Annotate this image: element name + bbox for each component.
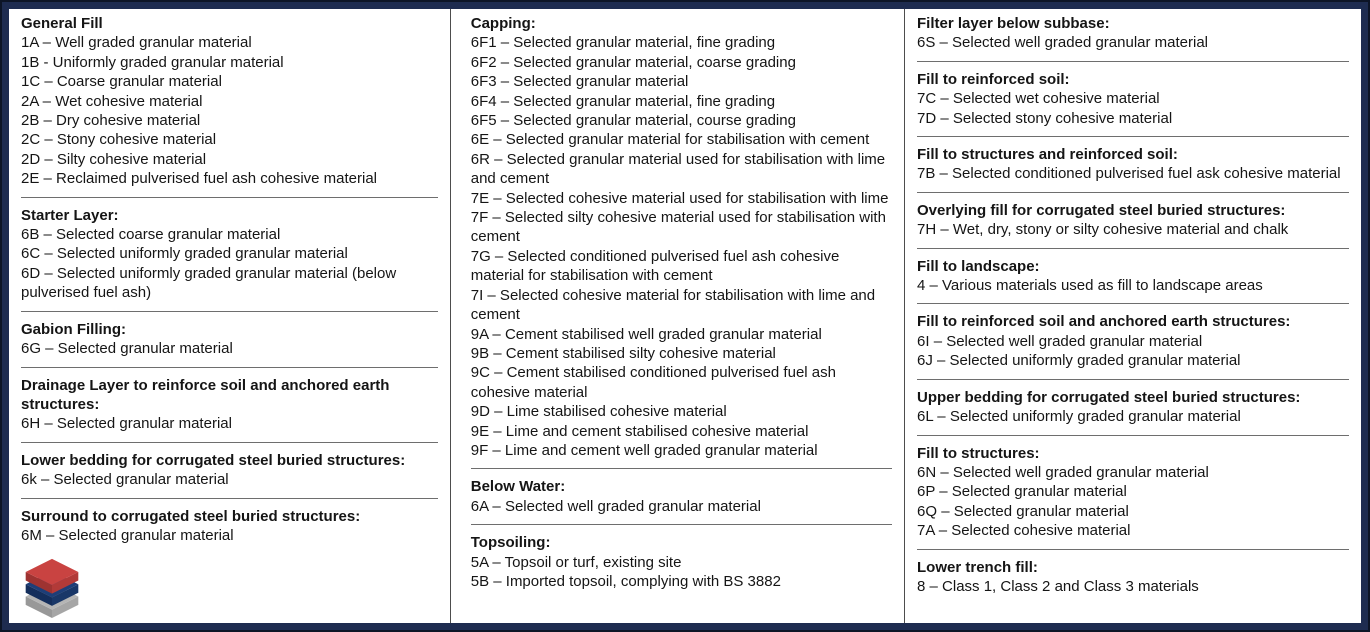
section	[21, 507, 442, 546]
material-item: 8 – Class 1, Class 2 and Class 3 materials	[917, 577, 1199, 595]
section	[917, 145, 1353, 184]
column-capping	[450, 9, 904, 623]
section	[917, 558, 1353, 597]
material-item: 7H – Wet, dry, stony or silty cohesive material and chalk	[917, 221, 1289, 239]
material-item: 6M – Selected granular material	[21, 526, 234, 544]
material-item: 5A – Topsoil or turf, existing site	[470, 553, 682, 571]
material-item: 7E – Selected cohesive material used for stabilisation with lime	[470, 189, 889, 207]
material-item: 6F2 – Selected granular material, coarse grading	[470, 53, 796, 71]
material-item: 7D – Selected stony cohesive material	[917, 109, 1173, 127]
material-item: 9F – Lime and cement well graded granular material	[470, 441, 818, 459]
section-title: Surround to corrugated steel buried structures:	[21, 507, 361, 525]
material-item: 6H – Selected granular material	[21, 415, 232, 433]
column-1-sections	[21, 14, 442, 545]
material-item: 9C – Cement stabilised conditioned pulverised fuel ash cohesive material	[470, 364, 836, 401]
material-item: 6Q – Selected granular material	[917, 502, 1129, 520]
section-divider	[917, 435, 1349, 436]
section-divider	[21, 442, 438, 443]
section	[21, 320, 442, 359]
material-item: 6F3 – Selected granular material	[470, 73, 689, 91]
section-title: Fill to reinforced soil:	[917, 70, 1070, 88]
section-title: General Fill	[21, 15, 103, 32]
section	[471, 533, 896, 591]
material-item: 6R – Selected granular material used for stabilisation with lime and cement	[470, 150, 886, 188]
section-title: Lower trench fill:	[917, 558, 1038, 576]
section	[917, 201, 1353, 240]
section	[21, 206, 442, 303]
section-divider	[471, 468, 892, 469]
material-item: 6L – Selected uniformly graded granular material	[917, 408, 1241, 426]
section-divider	[21, 367, 438, 368]
section-title: Fill to reinforced soil and anchored earth structures:	[917, 313, 1291, 331]
column-2-sections	[471, 14, 896, 591]
material-item: 6D – Selected uniformly graded granular material (below pulverised fuel ash)	[21, 264, 397, 302]
section-divider	[21, 498, 438, 499]
section	[917, 312, 1353, 370]
section-title: Fill to structures:	[917, 444, 1040, 462]
material-item: 5B – Imported topsoil, complying with BS 3882	[470, 572, 781, 590]
material-item: 9B – Cement stabilised silty cohesive material	[470, 344, 776, 362]
material-item: 2A – Wet cohesive material	[21, 92, 203, 110]
section-divider	[917, 549, 1349, 550]
material-item: 6J – Selected uniformly graded granular material	[917, 352, 1241, 370]
material-item: 1A – Well graded granular material	[21, 34, 252, 52]
section	[917, 388, 1353, 427]
section	[917, 14, 1353, 53]
material-item: 6E – Selected granular material for stabilisation with cement	[470, 131, 870, 149]
section-title: Fill to landscape:	[917, 257, 1040, 275]
section	[21, 376, 442, 434]
material-item: 6G – Selected granular material	[21, 340, 233, 358]
material-item: 7C – Selected wet cohesive material	[917, 90, 1160, 108]
section-divider	[21, 311, 438, 312]
section-title: Capping:	[470, 15, 536, 32]
section-divider	[917, 303, 1349, 304]
material-item: 2D – Silty cohesive material	[21, 150, 207, 168]
section	[21, 14, 442, 189]
material-item: 1B - Uniformly graded granular material	[21, 53, 284, 71]
section-divider	[471, 524, 892, 525]
material-item: 6S – Selected well graded granular material	[917, 34, 1209, 52]
section-divider	[917, 248, 1349, 249]
section-title: Below Water:	[470, 478, 566, 496]
material-item: 6A – Selected well graded granular material	[470, 497, 761, 515]
material-item: 6N – Selected well graded granular material	[917, 463, 1209, 481]
material-item: 6F1 – Selected granular material, fine grading	[470, 34, 776, 52]
material-item: 6I – Selected well graded granular material	[917, 332, 1203, 350]
section-divider	[917, 192, 1349, 193]
section-title: Starter Layer:	[21, 206, 119, 224]
section-title: Lower bedding for corrugated steel buried structures:	[21, 451, 406, 469]
material-item: 4 – Various materials used as fill to landscape areas	[917, 277, 1263, 295]
material-item: 9D – Lime stabilised cohesive material	[470, 403, 727, 421]
materials-key-document	[2, 2, 1368, 630]
section-title: Upper bedding for corrugated steel buried structures:	[917, 388, 1301, 406]
layered-materials-logo	[21, 557, 83, 619]
material-item: 6B – Selected coarse granular material	[21, 226, 281, 244]
section	[471, 14, 896, 460]
section	[917, 444, 1353, 541]
section	[21, 451, 442, 490]
material-item: 7A – Selected cohesive material	[917, 522, 1131, 540]
material-item: 6C – Selected uniformly graded granular material	[21, 245, 348, 263]
column-3-sections	[917, 14, 1353, 596]
section-title: Drainage Layer to reinforce soil and anchored earth structures:	[21, 376, 390, 413]
material-item: 6F4 – Selected granular material, fine grading	[470, 92, 776, 110]
section-title: Gabion Filling:	[21, 320, 126, 338]
section-title: Filter layer below subbase:	[917, 15, 1110, 32]
logo-container	[21, 557, 442, 623]
material-item: 9A – Cement stabilised well graded granular material	[470, 325, 822, 343]
material-item: 7G – Selected conditioned pulverised fuel ash cohesive material for stabilisation with cement	[470, 247, 840, 285]
material-item: 1C – Coarse granular material	[21, 73, 222, 91]
material-item: 7B – Selected conditioned pulverised fuel ask cohesive material	[917, 165, 1341, 183]
material-item: 9E – Lime and cement stabilised cohesive material	[470, 422, 809, 440]
section-title: Topsoiling:	[470, 534, 551, 552]
section-divider	[917, 136, 1349, 137]
material-item: 7I – Selected cohesive material for stabilisation with lime and cement	[470, 286, 876, 324]
section	[917, 257, 1353, 296]
section	[917, 70, 1353, 128]
section-title: Fill to structures and reinforced soil:	[917, 146, 1178, 164]
material-item: 6P – Selected granular material	[917, 483, 1127, 501]
material-item: 2C – Stony cohesive material	[21, 131, 217, 149]
section	[471, 477, 896, 516]
material-item: 6F5 – Selected granular material, course grading	[470, 112, 796, 130]
section-divider	[21, 197, 438, 198]
column-fill-types	[904, 9, 1361, 623]
material-item: 6k – Selected granular material	[21, 471, 229, 489]
column-general-fill	[9, 9, 450, 623]
section-divider	[917, 379, 1349, 380]
section-title: Overlying fill for corrugated steel buried structures:	[917, 201, 1286, 219]
section-divider	[917, 61, 1349, 62]
material-item: 2B – Dry cohesive material	[21, 112, 201, 130]
material-item: 2E – Reclaimed pulverised fuel ash cohesive material	[21, 170, 378, 188]
material-item: 7F – Selected silty cohesive material used for stabilisation with cement	[470, 209, 886, 246]
